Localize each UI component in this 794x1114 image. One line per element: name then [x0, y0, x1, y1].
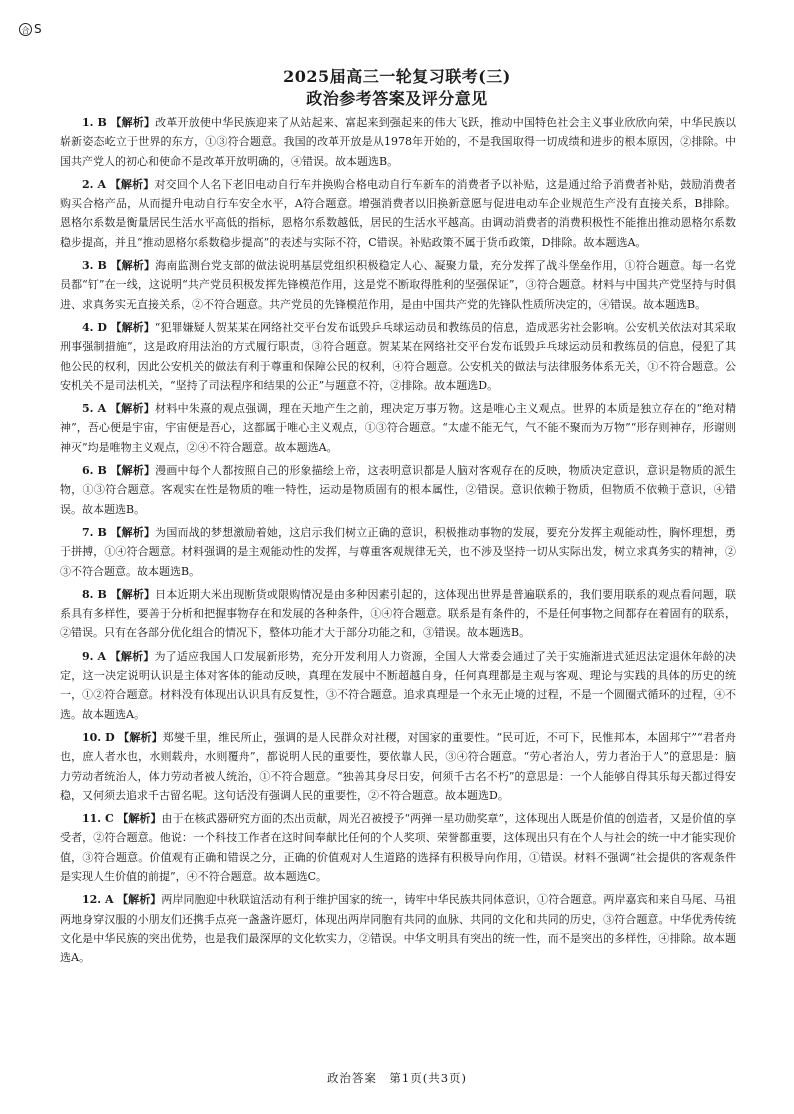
answer-number: 6. B	[82, 464, 107, 478]
circle-mark-icon: 合	[19, 23, 32, 36]
answer-item-8	[60, 585, 736, 643]
answer-text: 海南监测台党支部的做法说明基层党组织积极稳定人心、凝聚力量，充分发挥了战斗堡垒作用，①符合题意。每一名党员都“钉”在一线，这说明“共产党员积极发挥先锋模范作用，这是党不断取得胜利的坚强保证”，③符合题意。材料与中国共产党坚持与时俱进、求真务实无直接关系，②不符合题意。共产党员的先锋模范作用，是由中国共产党的先锋队性质所决定的，④错误。故本题选B。	[60, 259, 737, 311]
analysis-tag: 【解析】	[109, 649, 155, 663]
answer-number: 11. C	[82, 812, 114, 826]
answer-item-10	[60, 728, 736, 805]
analysis-tag: 【解析】	[117, 812, 162, 826]
answer-item-2	[60, 175, 736, 252]
answer-item-6	[60, 461, 736, 519]
page-subtitle: 政治参考答案及评分意见	[306, 89, 488, 108]
answer-list	[60, 113, 736, 971]
answer-number: 1. B	[82, 116, 107, 129]
answer-text: 改革开放使中华民族迎来了从站起来、富起来到强起来的伟大飞跃，推动中国特色社会主义事业欣欣向荣，中华民族以崭新姿态屹立于世界的东方，①③符合题意。我国的改革开放是从1978年开始的，不是我国取得一切成绩和进步的根本原因，②排除。中国共产党人的初心和使命不是改革开放明确的，④错误。故本题选B。	[60, 116, 737, 168]
answer-item-7	[60, 523, 736, 581]
answer-text: 由于在核武器研究方面的杰出贡献，周光召被授予“两弹一星功勋奖章”，这体现出人既是价值的创造者，又是价值的享受者，②符合题意。他说：一个科技工作者在这时间奉献比任何的个人奖项、荣誉都重要，这体现出只有在个人与社会的统一中才能实现价值，③符合题意。价值观有正确和错误之分，正确的价值观对人生道路的选择有积极导向作用，①错误。材料不强调“社会提供的客观条件是实现人生价值的前提”，④不符合题意。故本题选C。	[60, 812, 736, 883]
analysis-tag: 【解析】	[110, 259, 156, 273]
answer-item-5	[60, 399, 736, 457]
analysis-tag: 【解析】	[110, 525, 156, 539]
analysis-tag: 【解析】	[110, 587, 156, 601]
answer-number: 12. A	[82, 893, 114, 907]
answer-text: 日本近期大米出现断货或限购情况是由多种因素引起的，这体现出世界是普遍联系的，我们要用联系的观点看问题，联系具有多样性，要善于分析和把握事物存在和发展的各种条件，①④符合题意。联系是有条件的，不是任何事物之间都存在着固有的联系，②错误。只有在各部分优化组合的情况下，整体功能才大于部分功能之和，③错误。故本题选B。	[60, 587, 737, 640]
analysis-tag: 【解析】	[110, 116, 156, 129]
answer-number: 5. A	[82, 402, 107, 416]
answer-item-9	[60, 647, 736, 724]
page-footer: 政治答案 第1页(共3页)	[326, 1071, 468, 1085]
answer-item-3	[60, 256, 736, 314]
answer-number: 7. B	[82, 525, 107, 539]
analysis-tag: 【解析】	[110, 320, 155, 334]
answer-number: 8. B	[82, 587, 107, 601]
answer-item-12	[60, 890, 736, 967]
answer-number: 4. D	[82, 320, 107, 334]
corner-letter: S	[34, 22, 42, 36]
analysis-tag: 【解析】	[110, 464, 156, 478]
analysis-tag: 【解析】	[109, 402, 156, 416]
analysis-tag: 【解析】	[117, 893, 162, 907]
answer-number: 10. D	[82, 730, 115, 744]
analysis-tag: 【解析】	[118, 730, 163, 744]
answer-number: 3. B	[82, 259, 107, 273]
answer-text: 两岸同胞迎中秋联谊活动有利于维护国家的统一，铸牢中华民族共同体意识，①符合题意。两岸嘉宾和来自马尾、马祖两地身穿汉服的小朋友们还携手点亮一盏盏许愿灯，体现出两岸同胞有共同的血脉、共同的文化和共同的历史，③符合题意。中华优秀传统文化是中华民族的突出优势，也是我们最深厚的文化软实力，②错误。中华文明具有突出的统一性，而不是突出的多样性，④排除。故本题选A。	[60, 893, 737, 965]
answer-text: “犯罪嫌疑人贺某某在网络社交平台发布诋毁乒乓球运动员和教练员的信息，造成恶劣社会影响。公安机关依法对其采取刑事强制措施”，这是政府用法治的方式履行职责，③符合题意。贺某某在网络社交平台发布诋毁乒乓球运动员和教练员的信息，侵犯了其他公民的权利，因此公安机关的做法有利于尊重和保障公民的权利，④符合题意。公安机关的做法与法律服务体系无关，①不符合题意。公安机关不是司法机关，“坚持了司法程序和结果的公正”与题意不符，②排除。故本题选D。	[60, 320, 737, 392]
answer-text: 为国而战的梦想激励着她，这启示我们树立正确的意识，积极推动事物的发展，要充分发挥主观能动性，胸怀理想，勇于拼搏，①④符合题意。材料强调的是主观能动性的发挥，与尊重客观规律无关，也不涉及坚持一切从实际出发，树立求真务实的精神，②③不符合题意。故本题选B。	[60, 525, 737, 578]
corner-mark	[19, 22, 42, 36]
answer-text: 材料中朱熹的观点强调，理在天地产生之前，理决定万事万物。这是唯心主义观点。世界的本质是独立存在的“绝对精神”，吾心便是宇宙，宇宙便是吾心，这都属于唯心主义观点，①③符合题意。“太虚不能无气，气不能不聚而为万物”“形存则神存，形谢则神灭”均是唯物主义观点，②④不符合题意。故本题选A。	[60, 402, 736, 454]
answer-text: 漫画中每个人都按照自己的形象描绘上帝，这表明意识都是人脑对客观存在的反映，物质决定意识，意识是物质的派生物，①③符合题意。客观实在性是物质的唯一特性，运动是物质固有的根本属性，②错误。意识依赖于物质，但物质不依赖于意识，④错误。故本题选B。	[60, 464, 737, 516]
page-title: 2025届高三一轮复习联考(三)	[283, 67, 511, 86]
answer-item-1	[60, 113, 736, 171]
answer-item-11	[60, 809, 736, 886]
answer-text: 郑燮千里，维民所止，强调的是人民群众对社稷，对国家的重要性。“民可近，不可下，民惟邦本，本固邦宁”“君者舟也，庶人者水也，水则载舟，水则覆舟”，都说明人民的重要性，要依靠人民，③④符合题意。“劳心者治人，劳力者治于人”的意思是：脑力劳动者统治人，体力劳动者被人统治，①不符合题意。“独善其身尽日安，何须千古名不朽”的意思是：一个人能够自得其乐每天都过得安稳，又何须去追求千古留名呢。这句话没有强调人民的重要性，②不符合题意。故本题选D。	[60, 730, 736, 802]
answer-text: 为了适应我国人口发展新形势，充分开发利用人力资源，全国人大常委会通过了关于实施渐进式延迟法定退休年龄的决定，这一决定说明认识是主体对客体的能动反映，真理在发展中不断超越自身，任何真理都是主观与客观、理论与实践的具体的历史的统一，①②符合题意。材料没有体现出认识具有反复性，③不符合题意。追求真理是一个永无止境的过程，不是一个圆圈式循环的过程，④不选。故本题选A。	[60, 649, 737, 721]
analysis-tag: 【解析】	[109, 177, 155, 191]
answer-number: 2. A	[82, 177, 107, 191]
answer-item-4	[60, 318, 736, 395]
answer-text: 对交回个人名下老旧电动自行车并换购合格电动自行车新车的消费者予以补贴，这是通过给予消费者补贴，鼓励消费者购买合格产品，从而提升电动自行车安全水平，A符合题意。增强消费者以旧换新意愿与促进电动车企业规范生产没有直接关系，B排除。恩格尔系数是衡量居民生活水平高低的指标，恩格尔系数越低，居民的生活水平越高。由调动消费者的消费积极性不能推出推动恩格尔系数稳步提高，并且“推动恩格尔系数稳步提高”的表述与实际不符，C错误。补贴政策不属于货币政策，D排除。故本题选A。	[60, 177, 737, 249]
answer-number: 9. A	[82, 649, 107, 663]
